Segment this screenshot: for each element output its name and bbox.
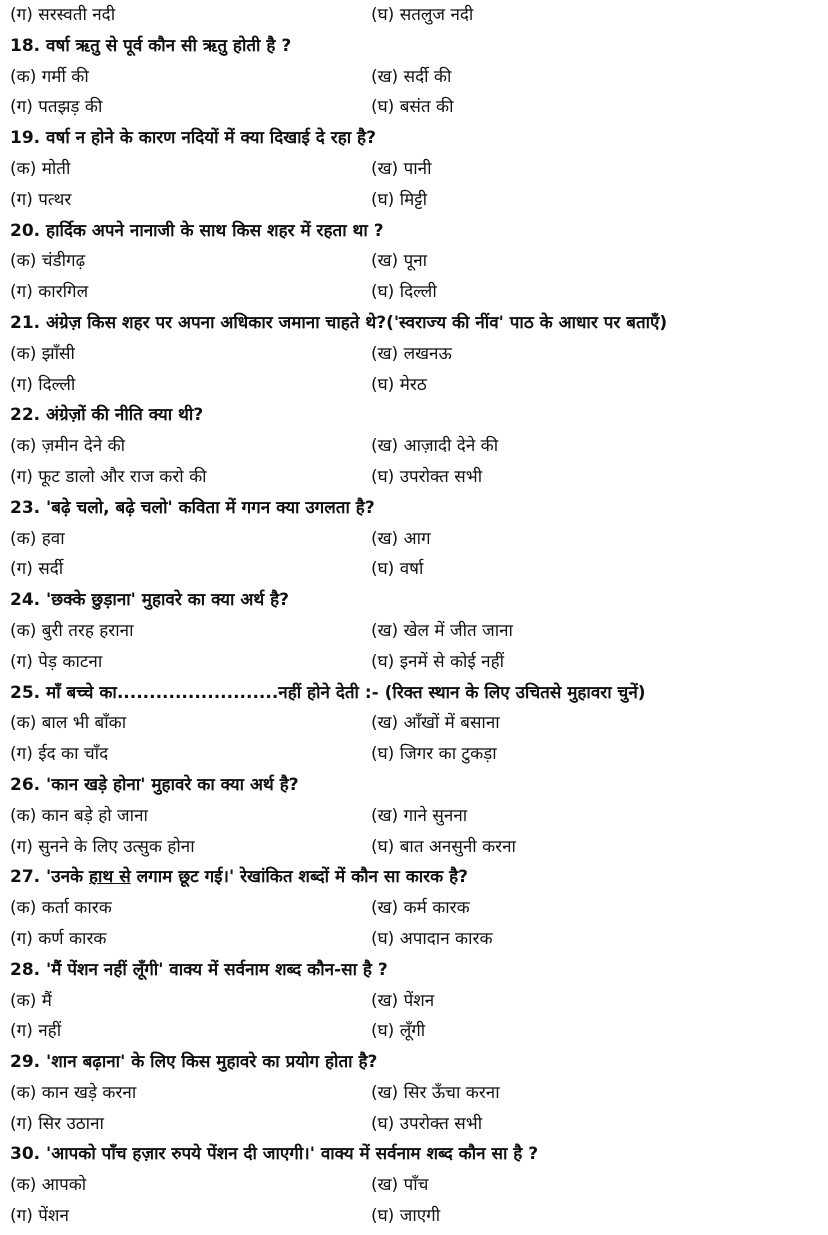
options-row [10, 1109, 822, 1140]
option-ga: (ग) पत्थर [10, 189, 72, 210]
option-kha: (ख) गाने सुनना [371, 805, 468, 826]
question-22 [10, 400, 822, 431]
options-row [10, 370, 822, 401]
options-row [10, 339, 822, 370]
question-text: वर्षा ऋतु से पूर्व कौन सी ऋतु होती है ? [46, 35, 292, 56]
question-number: 22. [10, 405, 41, 426]
underlined-words: हाथ से [88, 867, 131, 888]
question-26 [10, 770, 822, 801]
options-row [10, 246, 822, 277]
question-25 [10, 678, 822, 709]
question-number: 24. [10, 590, 41, 611]
options-row [10, 154, 822, 185]
option-ka: (क) कर्ता कारक [10, 898, 112, 919]
question-number: 20. [10, 220, 41, 241]
question-number: 29. [10, 1052, 41, 1073]
option-ga: (ग) पतझड़ की [10, 97, 103, 118]
options-row [10, 1016, 822, 1047]
question-21 [10, 308, 822, 339]
option-ka: (क) कान खड़े करना [10, 1082, 137, 1103]
option-gha: (घ) दिल्ली [371, 282, 437, 303]
option-gha: (घ) बात अनसुनी करना [371, 836, 516, 857]
question-number: 25. [10, 682, 41, 703]
option-gha: (घ) लूँगी [371, 1021, 426, 1042]
option-gha: (घ) अपादान कारक [371, 928, 493, 949]
option-ka: (क) चंडीगढ़ [10, 251, 86, 272]
option-gha: (घ) मेरठ [371, 374, 427, 395]
question-number: 27. [10, 867, 41, 888]
option-ga: (ग) सरस्वती नदी [10, 5, 116, 25]
option-kha: (ख) पानी [371, 158, 432, 179]
options-row [10, 708, 822, 739]
options-row [10, 92, 822, 123]
question-text: 'बढ़े चलो, बढ़े चलो' कविता में गगन क्या उगलता है? [46, 497, 375, 518]
option-ka: (क) बुरी तरह हराना [10, 620, 134, 641]
question-24 [10, 585, 822, 616]
option-gha: (घ) बसंत की [371, 97, 454, 118]
question-text: अंग्रेज़ों की नीति क्या थी? [46, 405, 204, 426]
option-gha: (घ) उपरोक्त सभी [371, 466, 483, 487]
question-text: हार्दिक अपने नानाजी के साथ किस शहर में रहता था ? [46, 220, 384, 241]
option-kha: (ख) आज़ादी देने की [371, 436, 499, 457]
options-row [10, 277, 822, 308]
option-ga: (ग) कर्ण कारक [10, 928, 107, 949]
options-row [10, 832, 822, 863]
option-ka: (क) बाल भी बाँका [10, 713, 127, 734]
options-row [10, 739, 822, 770]
question-text: 'शान बढ़ाना' के लिए किस मुहावरे का प्रयोग होता है? [46, 1052, 378, 1073]
option-gha: (घ) जाएगी [371, 1206, 441, 1227]
question-text: वर्षा न होने के कारण नदियों में क्या दिखाई दे रहा है? [46, 128, 376, 149]
option-kha: (ख) आग [371, 528, 431, 549]
option-ka: (क) मैं [10, 990, 52, 1011]
option-ka: (क) कान बड़े हो जाना [10, 805, 148, 826]
option-kha: (ख) सिर ऊँचा करना [371, 1082, 500, 1103]
question-23 [10, 493, 822, 524]
option-kha: (ख) पाँच [371, 1175, 429, 1196]
question-text: माँ बच्चे का.........................नहीं होने देती :- (रिक्त स्थान के लिए उचितसे मुहावरा चुनें) [46, 682, 646, 703]
question-29 [10, 1047, 822, 1078]
options-row [10, 1170, 822, 1201]
options-row [10, 0, 822, 31]
option-ka: (क) आपको [10, 1175, 87, 1196]
question-18 [10, 31, 822, 62]
option-ga: (ग) पेड़ काटना [10, 651, 103, 672]
question-number: 30. [10, 1144, 41, 1165]
question-number: 18. [10, 35, 41, 56]
options-row [10, 1078, 822, 1109]
question-number: 21. [10, 312, 41, 333]
options-row [10, 1201, 822, 1232]
option-kha: (ख) पेंशन [371, 990, 435, 1011]
options-row [10, 554, 822, 585]
option-gha: (घ) उपरोक्त सभी [371, 1113, 483, 1134]
option-kha: (ख) आँखों में बसाना [371, 713, 500, 734]
question-number: 23. [10, 497, 41, 518]
option-ga: (ग) दिल्ली [10, 374, 76, 395]
options-row [10, 801, 822, 832]
option-kha: (ख) खेल में जीत जाना [371, 620, 513, 641]
options-row [10, 462, 822, 493]
option-kha: (ख) लखनऊ [371, 343, 452, 364]
question-30 [10, 1139, 822, 1170]
option-ka: (क) मोती [10, 158, 71, 179]
option-gha: (घ) वर्षा [371, 559, 424, 580]
options-row [10, 893, 822, 924]
question-text: अंग्रेज़ किस शहर पर अपना अधिकार जमाना चाहते थे?('स्वराज्य की नींव' पाठ के आधार पर बताएँ) [46, 312, 668, 333]
option-kha: (ख) कर्म कारक [371, 898, 470, 919]
options-row [10, 616, 822, 647]
options-row [10, 431, 822, 462]
question-text: 'छक्के छुड़ाना' मुहावरे का क्या अर्थ है? [46, 590, 290, 611]
option-ka: (क) गर्मी की [10, 66, 89, 87]
option-ka: (क) ज़मीन देने की [10, 436, 126, 457]
option-ga: (ग) नहीं [10, 1021, 62, 1042]
question-20 [10, 216, 822, 247]
option-ga: (ग) सर्दी [10, 559, 64, 580]
options-row [10, 924, 822, 955]
option-gha: (घ) मिट्टी [371, 189, 428, 210]
question-27 [10, 862, 822, 893]
question-text: 'कान खड़े होना' मुहावरे का क्या अर्थ है? [46, 774, 299, 795]
option-ka: (क) हवा [10, 528, 65, 549]
option-ga: (ग) सुनने के लिए उत्सुक होना [10, 836, 195, 857]
question-19 [10, 123, 822, 154]
option-gha: (घ) जिगर का टुकड़ा [371, 744, 497, 765]
question-number: 19. [10, 128, 41, 149]
options-row [10, 524, 822, 555]
question-number: 28. [10, 959, 41, 980]
option-ka: (क) झाँसी [10, 343, 75, 364]
options-row [10, 647, 822, 678]
question-number: 26. [10, 774, 41, 795]
option-gha: (घ) सतलुज नदी [371, 5, 474, 25]
question-text: 'उनके [46, 867, 89, 888]
question-text: 'मैं पेंशन नहीं लूँगी' वाक्य में सर्वनाम शब्द कौन-सा है ? [46, 959, 388, 980]
question-sheet [10, 0, 822, 1232]
option-ga: (ग) ईद का चाँद [10, 744, 109, 765]
question-text: 'आपको पाँच हज़ार रुपये पेंशन दी जाएगी।' वाक्य में सर्वनाम शब्द कौन सा है ? [46, 1144, 539, 1165]
options-row [10, 986, 822, 1017]
option-kha: (ख) सर्दी की [371, 66, 452, 87]
option-ga: (ग) सिर उठाना [10, 1113, 104, 1134]
options-row [10, 62, 822, 93]
option-ga: (ग) फूट डालो और राज करो की [10, 466, 207, 487]
option-kha: (ख) पूना [371, 251, 428, 272]
option-gha: (घ) इनमें से कोई नहीं [371, 651, 505, 672]
option-ga: (ग) पेंशन [10, 1206, 69, 1227]
option-ga: (ग) कारगिल [10, 282, 89, 303]
options-row [10, 185, 822, 216]
question-28 [10, 955, 822, 986]
question-text: लगाम छूट गई।' रेखांकित शब्दों में कौन सा कारक है? [130, 867, 468, 888]
